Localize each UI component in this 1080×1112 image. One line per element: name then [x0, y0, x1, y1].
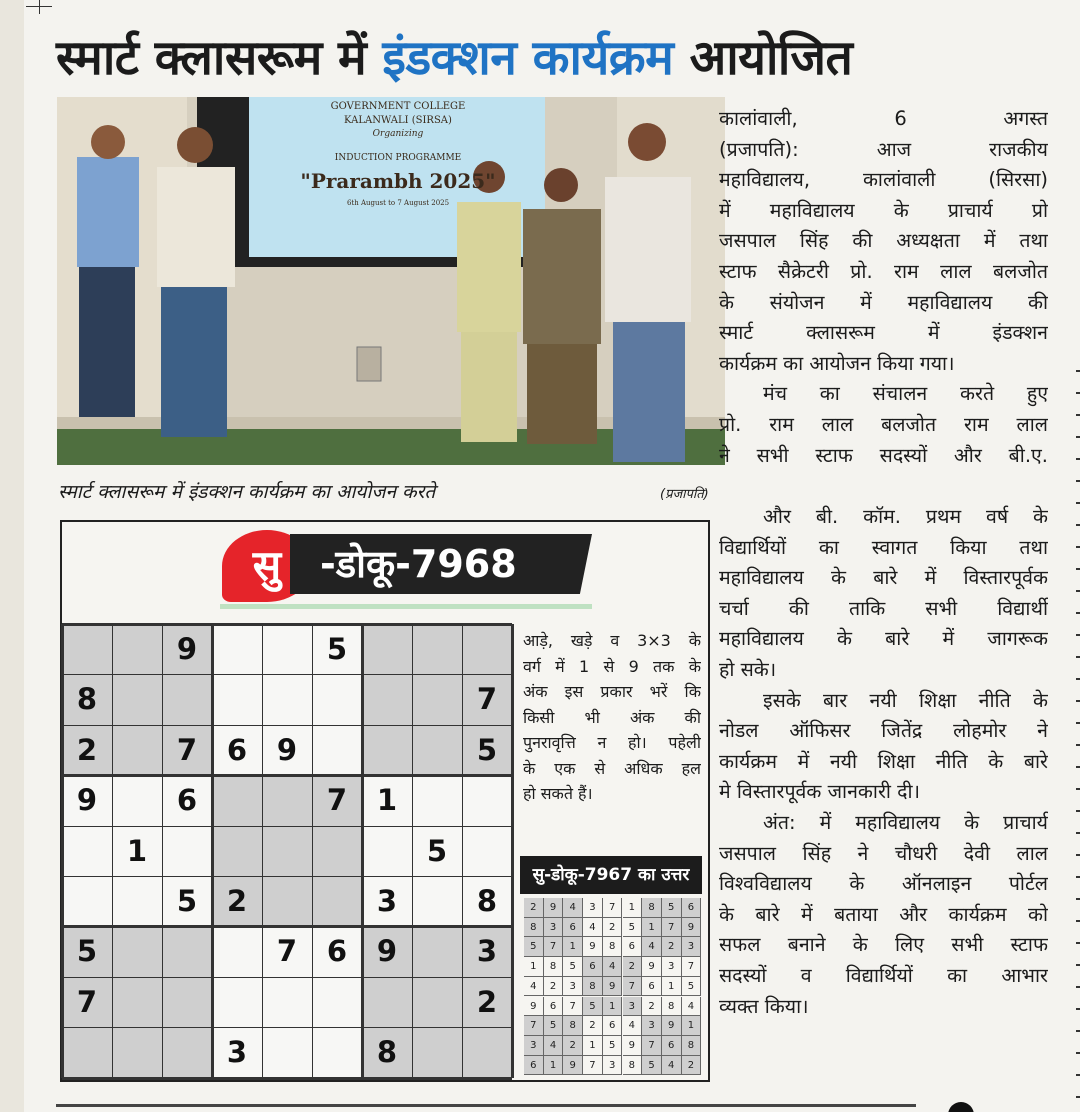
- sudoku-cell[interactable]: [262, 775, 312, 825]
- answer-cell: 9: [662, 1016, 682, 1036]
- answer-cell: 1: [662, 977, 682, 997]
- sudoku-cell[interactable]: [262, 624, 312, 674]
- grid-line: [62, 774, 512, 777]
- sudoku-cell[interactable]: [312, 1027, 362, 1077]
- answer-cell: 5: [603, 1036, 623, 1056]
- answer-cell: 9: [544, 898, 564, 918]
- sudoku-cell[interactable]: 5: [412, 826, 462, 876]
- sudoku-cell[interactable]: [412, 725, 462, 775]
- grid-line: [62, 725, 512, 726]
- answer-cell: 4: [623, 1016, 643, 1036]
- answer-cell: 8: [682, 1036, 702, 1056]
- text-line: जसपाल सिंह की अध्यक्षता में तथा: [719, 229, 1048, 253]
- answer-cell: 4: [583, 918, 603, 938]
- sudoku-cell[interactable]: 8: [362, 1027, 412, 1077]
- sudoku-cell[interactable]: [212, 674, 262, 724]
- sudoku-cell[interactable]: [112, 876, 162, 926]
- answer-cell: 5: [524, 937, 544, 957]
- sudoku-cell[interactable]: [312, 876, 362, 926]
- sudoku-cell[interactable]: 3: [362, 876, 412, 926]
- sudoku-cell[interactable]: [262, 826, 312, 876]
- registration-mark: [26, 0, 52, 14]
- sudoku-cell[interactable]: [412, 1027, 462, 1077]
- answer-cell: 6: [642, 977, 662, 997]
- answer-cell: 8: [544, 957, 564, 977]
- sudoku-cell[interactable]: 9: [362, 926, 412, 976]
- grid-line: [62, 925, 512, 928]
- answer-cell: 2: [662, 937, 682, 957]
- sudoku-cell[interactable]: [62, 876, 112, 926]
- answer-cell: 2: [642, 997, 662, 1017]
- photo-credit: (प्रजापति): [660, 487, 709, 502]
- text-line: के बारे में बताया और कार्यक्रम को: [719, 902, 1048, 926]
- grid-line: [62, 1077, 512, 1080]
- grid-line: [61, 624, 64, 1078]
- sudoku-cell[interactable]: [212, 926, 262, 976]
- answer-cell: 5: [642, 1056, 662, 1076]
- sudoku-cell[interactable]: [262, 876, 312, 926]
- text-line: महाविद्यालय, कालांवाली (सिरसा): [719, 168, 1048, 192]
- article-column-1: [719, 104, 1048, 471]
- answer-cell: 1: [642, 918, 662, 938]
- answer-cell: 9: [524, 997, 544, 1017]
- sudoku-cell[interactable]: [362, 624, 412, 674]
- answer-cell: 5: [544, 1016, 564, 1036]
- sudoku-cell[interactable]: [462, 624, 512, 674]
- sudoku-title-underline: [220, 604, 592, 609]
- answer-cell: 4: [682, 997, 702, 1017]
- answer-cell: 8: [642, 898, 662, 918]
- answer-cell: 2: [603, 918, 623, 938]
- answer-cell: 8: [623, 1056, 643, 1076]
- sudoku-cell[interactable]: 7: [312, 775, 362, 825]
- answer-cell: 3: [524, 1036, 544, 1056]
- answer-cell: 3: [603, 1056, 623, 1076]
- grid-line: [361, 624, 364, 1078]
- answer-cell: 6: [583, 957, 603, 977]
- screen-line-1: GOVERNMENT COLLEGE: [330, 101, 466, 112]
- text-line: के संयोजन में महाविद्यालय की: [719, 290, 1048, 314]
- sudoku-cell[interactable]: 9: [62, 775, 112, 825]
- text-line: मंच का संचालन करते हुए: [763, 382, 1048, 406]
- text-line: स्मार्ट क्लासरूम में इंडक्शन: [719, 321, 1048, 345]
- bottom-rule: [56, 1104, 916, 1107]
- sudoku-cell[interactable]: [362, 977, 412, 1027]
- answer-cell: 3: [563, 977, 583, 997]
- sudoku-cell[interactable]: [112, 775, 162, 825]
- answer-cell: 8: [583, 977, 603, 997]
- answer-cell: 1: [623, 898, 643, 918]
- sudoku-cell[interactable]: 2: [212, 876, 262, 926]
- article-column-2: [719, 502, 1048, 1022]
- sudoku-cell[interactable]: [162, 977, 212, 1027]
- answer-cell: 4: [544, 1036, 564, 1056]
- text-line: अंत: में महाविद्यालय के प्राचार्य: [763, 810, 1048, 834]
- text-line: पुनरावृत्ति न हो। पहेली: [523, 733, 701, 752]
- answer-cell: 7: [662, 918, 682, 938]
- text-line: कार्यक्रम में नयी शिक्षा नीति के बारे: [719, 749, 1048, 773]
- sudoku-cell[interactable]: [212, 624, 262, 674]
- sudoku-cell[interactable]: [312, 674, 362, 724]
- answer-cell: 3: [544, 918, 564, 938]
- answer-cell: 1: [603, 997, 623, 1017]
- sudoku-cell[interactable]: 8: [62, 674, 112, 724]
- text-line: किसी भी अंक की: [523, 707, 701, 727]
- sudoku-cell[interactable]: [412, 674, 462, 724]
- text-line: और बी. कॉम. प्रथम वर्ष के: [763, 505, 1048, 528]
- sudoku-cell[interactable]: [362, 725, 412, 775]
- sudoku-cell[interactable]: 5: [162, 876, 212, 926]
- sudoku-cell[interactable]: [162, 826, 212, 876]
- sudoku-cell[interactable]: [212, 775, 262, 825]
- sudoku-cell[interactable]: 3: [462, 926, 512, 976]
- sudoku-title: -डोकू-7968: [320, 542, 517, 586]
- sudoku-badge: सु: [222, 530, 312, 602]
- answer-cell: 3: [642, 1016, 662, 1036]
- answer-cell: 2: [682, 1056, 702, 1076]
- answer-cell: 3: [662, 957, 682, 977]
- sudoku-cell[interactable]: 3: [212, 1027, 262, 1077]
- answer-cell: 6: [682, 898, 702, 918]
- answer-cell: 7: [642, 1036, 662, 1056]
- text-line: आड़े, खड़े व 3×3 के: [523, 631, 701, 650]
- grid-line: [462, 624, 463, 1078]
- sudoku-cell[interactable]: [262, 1027, 312, 1077]
- sudoku-cell[interactable]: 5: [62, 926, 112, 976]
- sudoku-cell[interactable]: [112, 725, 162, 775]
- sudoku-grid: [62, 624, 512, 1078]
- text-line: हो सके।: [719, 657, 777, 681]
- sudoku-cell[interactable]: 5: [462, 725, 512, 775]
- grid-line: [312, 624, 313, 1078]
- grid-line: [511, 624, 514, 1078]
- answer-cell: 8: [563, 1016, 583, 1036]
- text-line: सदस्यों व विद्यार्थियों का आभार: [719, 963, 1048, 987]
- sudoku-cell[interactable]: [112, 1027, 162, 1077]
- sudoku-cell[interactable]: 7: [462, 674, 512, 724]
- screen-line-4: INDUCTION PROGRAMME: [334, 153, 462, 163]
- text-line: अंक इस प्रकार भरें कि: [523, 682, 701, 701]
- headline-highlight: इंडक्शन कार्यक्रम: [382, 30, 674, 86]
- text-line: विश्वविद्यालय के ऑनलाइन पोर्टल: [719, 872, 1048, 896]
- news-photo: [57, 97, 725, 465]
- text-line: मे विस्तारपूर्वक जानकारी दी।: [719, 780, 920, 804]
- answer-cell: 6: [544, 997, 564, 1017]
- text-line: में महाविद्यालय के प्राचार्य प्रो: [719, 198, 1048, 222]
- page-margin: [0, 0, 24, 1112]
- text-line: व्यक्त किया।: [719, 994, 809, 1018]
- answer-cell: 7: [623, 977, 643, 997]
- text-line: स्टाफ सैक्रेटरी प्रो. राम लाल बलजोत: [719, 259, 1048, 283]
- text-line: कालांवाली, 6 अगस्त: [719, 107, 1048, 130]
- text-line: विद्यार्थियों का स्वागत किया तथा: [719, 535, 1048, 559]
- answer-cell: 6: [623, 937, 643, 957]
- answer-cell: 7: [583, 1056, 603, 1076]
- grid-line: [62, 826, 512, 827]
- text-line: के एक से अधिक हल: [523, 758, 701, 778]
- sudoku-cell[interactable]: [412, 624, 462, 674]
- headline: [56, 22, 1056, 94]
- sudoku-cell[interactable]: [412, 926, 462, 976]
- answer-cell: 5: [563, 957, 583, 977]
- grid-line: [62, 876, 512, 877]
- sudoku-cell[interactable]: [212, 826, 262, 876]
- answer-cell: 7: [524, 1016, 544, 1036]
- sudoku-cell[interactable]: [212, 977, 262, 1027]
- answer-cell: 7: [682, 957, 702, 977]
- answer-cell: 7: [563, 997, 583, 1017]
- text-line: (प्रजापति): आज राजकीय: [719, 137, 1048, 161]
- sudoku-cell[interactable]: [162, 1027, 212, 1077]
- answer-cell: 8: [603, 937, 623, 957]
- grid-line: [412, 624, 413, 1078]
- sudoku-cell[interactable]: [262, 977, 312, 1027]
- projector-screen: [253, 97, 543, 257]
- answer-cell: 3: [682, 937, 702, 957]
- answer-cell: 6: [603, 1016, 623, 1036]
- answer-cell: 9: [583, 937, 603, 957]
- sudoku-cell[interactable]: [112, 977, 162, 1027]
- sudoku-cell[interactable]: [262, 674, 312, 724]
- headline-part-1: स्मार्ट क्लासरूम में: [56, 30, 383, 86]
- text-line: प्रो. राम लाल बलजोत राम लाल: [719, 412, 1048, 436]
- answer-grid: [524, 898, 702, 1076]
- grid-line: [62, 1027, 512, 1028]
- sudoku-cell[interactable]: [112, 926, 162, 976]
- answer-cell: 9: [682, 918, 702, 938]
- answer-cell: 1: [682, 1016, 702, 1036]
- answer-cell: 9: [623, 1036, 643, 1056]
- grid-line: [211, 624, 214, 1078]
- answer-cell: 8: [662, 997, 682, 1017]
- answer-cell: 8: [524, 918, 544, 938]
- answer-cell: 9: [563, 1056, 583, 1076]
- answer-cell: 5: [583, 997, 603, 1017]
- answer-cell: 1: [544, 1056, 564, 1076]
- sudoku-cell[interactable]: 8: [462, 876, 512, 926]
- answer-title: सु-डोकू-7967 का उत्तर: [520, 856, 702, 894]
- sudoku-instructions: [523, 628, 701, 807]
- sudoku-cell[interactable]: 2: [462, 977, 512, 1027]
- sudoku-cell[interactable]: [362, 674, 412, 724]
- answer-cell: 2: [524, 898, 544, 918]
- text-line: जसपाल सिंह ने चौधरी देवी लाल: [719, 841, 1048, 865]
- answer-cell: 1: [524, 957, 544, 977]
- sudoku-cell[interactable]: 6: [212, 725, 262, 775]
- text-line: सफल बनाने के लिए सभी स्टाफ: [719, 933, 1048, 957]
- text-line: नोडल ऑफिसर जितेंद्र लोहमोर ने: [719, 719, 1048, 743]
- answer-cell: 3: [583, 898, 603, 918]
- grid-line: [62, 623, 512, 626]
- answer-cell: 2: [583, 1016, 603, 1036]
- text-line: इसके बार नयी शिक्षा नीति के: [763, 688, 1048, 712]
- answer-cell: 6: [524, 1056, 544, 1076]
- answer-cell: 5: [662, 898, 682, 918]
- bottom-dot: [948, 1102, 974, 1112]
- sudoku-cell[interactable]: [462, 826, 512, 876]
- sudoku-cell[interactable]: 6: [162, 775, 212, 825]
- grid-line: [162, 624, 163, 1078]
- sudoku-cell[interactable]: 7: [162, 725, 212, 775]
- answer-cell: 9: [642, 957, 662, 977]
- answer-cell: 4: [603, 957, 623, 977]
- sudoku-cell[interactable]: [62, 826, 112, 876]
- answer-cell: 2: [623, 957, 643, 977]
- sudoku-cell[interactable]: 1: [362, 775, 412, 825]
- answer-cell: 5: [682, 977, 702, 997]
- grid-line: [62, 674, 512, 675]
- text-line: कार्यक्रम का आयोजन किया गया।: [719, 351, 955, 375]
- sudoku-cell[interactable]: [362, 826, 412, 876]
- answer-cell: 5: [623, 918, 643, 938]
- sudoku-cell[interactable]: 2: [62, 725, 112, 775]
- sudoku-cell[interactable]: [312, 725, 362, 775]
- answer-cell: 9: [603, 977, 623, 997]
- grid-line: [262, 624, 263, 1078]
- text-line: महाविद्यालय के बारे में विस्तारपूर्वक: [719, 566, 1048, 590]
- screen-line-3: Organizing: [372, 129, 424, 139]
- answer-cell: 6: [563, 918, 583, 938]
- right-edge-marks: [1070, 40, 1080, 1110]
- grid-line: [112, 624, 113, 1078]
- sudoku-cell[interactable]: [462, 775, 512, 825]
- answer-cell: 7: [544, 937, 564, 957]
- headline-part-2: आयोजित: [673, 30, 853, 86]
- text-line: हो सकते हैं।: [523, 784, 593, 803]
- sudoku-cell[interactable]: 1: [112, 826, 162, 876]
- sudoku-cell[interactable]: [312, 977, 362, 1027]
- sudoku-cell[interactable]: [112, 674, 162, 724]
- sudoku-cell[interactable]: [412, 775, 462, 825]
- sudoku-cell[interactable]: 6: [312, 926, 362, 976]
- answer-cell: 3: [623, 997, 643, 1017]
- text-line: चर्चा की ताकि सभी विद्यार्थी: [719, 596, 1048, 620]
- sudoku-cell[interactable]: 9: [162, 624, 212, 674]
- answer-cell: 1: [563, 937, 583, 957]
- sudoku-cell[interactable]: [312, 826, 362, 876]
- answer-cell: 1: [583, 1036, 603, 1056]
- sudoku-cell[interactable]: [112, 624, 162, 674]
- text-line: ने सभी स्टाफ सदस्यों और बी.ए.: [719, 443, 1048, 467]
- answer-cell: 7: [603, 898, 623, 918]
- answer-cell: 4: [524, 977, 544, 997]
- answer-cell: 2: [563, 1036, 583, 1056]
- answer-cell: 2: [544, 977, 564, 997]
- answer-cell: 4: [563, 898, 583, 918]
- text-line: महाविद्यालय के बारे में जागरूक: [719, 627, 1048, 651]
- screen-line-6: 6th August to 7 August 2025: [346, 199, 450, 207]
- sudoku-cell[interactable]: 7: [262, 926, 312, 976]
- screen-line-2: KALANWALI (SIRSA): [344, 115, 452, 126]
- screen-line-5: "Prarambh 2025": [300, 169, 496, 193]
- sudoku-cell[interactable]: [162, 926, 212, 976]
- answer-cell: 4: [642, 937, 662, 957]
- answer-cell: 6: [662, 1036, 682, 1056]
- sudoku-cell[interactable]: [62, 1027, 112, 1077]
- sudoku-cell[interactable]: [162, 674, 212, 724]
- photo-caption: स्मार्ट क्लासरूम में इंडक्शन कार्यक्रम का आयोजन करते: [58, 481, 436, 503]
- grid-line: [62, 977, 512, 978]
- sudoku-cell[interactable]: [62, 624, 112, 674]
- answer-cell: 4: [662, 1056, 682, 1076]
- sudoku-cell[interactable]: 5: [312, 624, 362, 674]
- text-line: वर्ग में 1 से 9 तक के: [523, 656, 701, 676]
- sudoku-cell[interactable]: 7: [62, 977, 112, 1027]
- sudoku-cell[interactable]: [462, 1027, 512, 1077]
- sudoku-cell[interactable]: [412, 876, 462, 926]
- sudoku-cell[interactable]: [412, 977, 462, 1027]
- sudoku-cell[interactable]: 9: [262, 725, 312, 775]
